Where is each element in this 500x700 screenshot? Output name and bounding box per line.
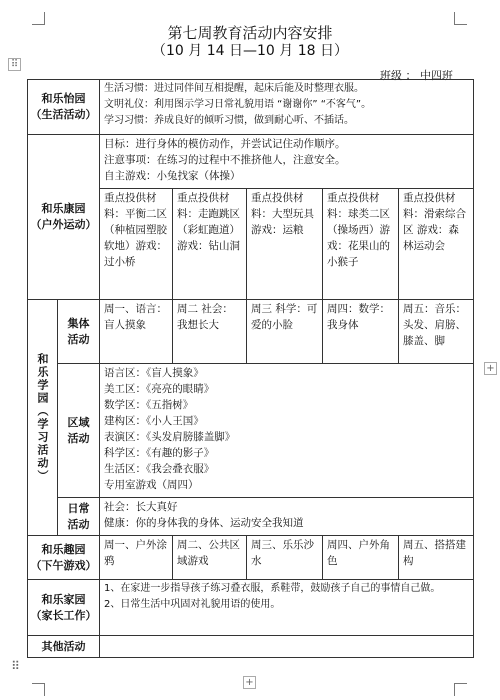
group-wed[interactable]: 周三 科学：可爱的小脸	[247, 300, 323, 364]
fun-thu[interactable]: 周四、户外角色	[323, 536, 399, 580]
area-heading-text: 区域活动	[67, 415, 90, 445]
row-life	[28, 80, 474, 135]
corner-mark-bottom-right	[454, 683, 467, 696]
fun-wed[interactable]: 周三、乐乐沙水	[247, 536, 323, 580]
area-heading	[58, 364, 100, 498]
life-content[interactable]	[100, 80, 474, 135]
sport-material-2[interactable]: 重点投供材料：走跑跳区（彩虹跑道）游戏：钻山洞	[173, 189, 247, 300]
sport-material-5[interactable]: 重点投供材料：滑索综合区 游戏：森林运动会	[399, 189, 474, 300]
row-home	[28, 580, 474, 636]
daily-heading	[58, 498, 100, 536]
row-study-area	[28, 364, 474, 498]
schedule-table	[27, 79, 474, 658]
add-column-icon[interactable]: +	[484, 362, 497, 375]
group-mon[interactable]: 周一、语言：盲人摸象	[100, 300, 173, 364]
fun-heading	[28, 536, 100, 580]
add-row-icon[interactable]: +	[243, 676, 256, 689]
document-title: 第七周教育活动内容安排	[167, 24, 333, 42]
sport-material-1[interactable]: 重点投供材料：平衡二区（种植园塑胶软地）游戏：过小桥	[100, 189, 173, 300]
fun-heading-sub: （下午游戏）	[30, 558, 97, 572]
home-heading-title: 和乐家园	[41, 592, 86, 606]
life-line-2: 文明礼仪：利用图示学习日常礼貌用语 “谢谢你” “不客气”。	[104, 99, 372, 110]
home-heading	[28, 580, 100, 636]
sport-heading	[28, 135, 100, 300]
group-fri[interactable]: 周五：音乐：头发、肩膀、膝盖、脚	[399, 300, 474, 364]
row-fun	[28, 536, 474, 580]
sport-heading-title: 和乐康园	[41, 202, 86, 215]
daily-line-1: 社会：长大真好	[104, 501, 178, 513]
study-heading-text: 和乐学园（学习活动）	[36, 352, 49, 483]
row-study-daily	[28, 498, 474, 536]
area-line-4: 建构区：《小人王国》	[104, 415, 204, 427]
area-line-2: 美工区：《亮亮的眼睛》	[104, 383, 215, 395]
area-line-1: 语言区：《盲人摸象》	[104, 367, 204, 379]
other-content[interactable]	[100, 636, 474, 658]
row-sport-goals	[28, 135, 474, 189]
sport-heading-sub: （户外运动）	[30, 218, 97, 231]
group-heading-text: 集体活动	[67, 316, 90, 346]
life-line-1: 生活习惯：进过同伴间互相提醒，起床后能及时整理衣服。	[104, 83, 364, 94]
table-move-handle-icon[interactable]: ⠿	[8, 58, 21, 71]
daily-content[interactable]	[100, 498, 474, 536]
daily-heading-text: 日常活动	[67, 501, 90, 531]
fun-fri[interactable]: 周五、搭搭建构	[399, 536, 474, 580]
fun-tue[interactable]: 周二、公共区域游戏	[173, 536, 247, 580]
other-heading: 其他活动	[28, 636, 100, 658]
class-label: 班级 ： 中四班	[380, 69, 453, 82]
area-line-6: 科学区：《有趣的影子》	[104, 447, 215, 459]
table-resize-handle-icon[interactable]: ⠿	[11, 659, 20, 673]
sport-material-3[interactable]: 重点投供材料：大型玩具游戏：运粮	[247, 189, 323, 300]
sport-goals[interactable]	[100, 135, 474, 189]
group-heading	[58, 300, 100, 364]
life-line-3: 学习习惯：养成良好的倾听习惯，做到耐心听、不插话。	[104, 115, 354, 126]
sport-material-4[interactable]: 重点投供材料：球类二区（操场西）游戏：花果山的小猴子	[323, 189, 399, 300]
home-line-2: 2、日常生活中巩固对礼貌用语的使用。	[104, 599, 281, 610]
area-line-7: 生活区：《我会叠衣服》	[104, 463, 215, 475]
life-heading	[28, 80, 100, 135]
sport-line-1: 目标：进行身体的模仿动作，并尝试记住动作顺序。	[104, 138, 346, 150]
area-line-8: 专用室游戏（周四）	[104, 479, 199, 491]
area-line-3: 数学区：《五指树》	[104, 399, 194, 411]
document-subtitle: （10 月 14 日—10 月 18 日）	[152, 43, 348, 59]
fun-mon[interactable]: 周一、户外涂鸦	[100, 536, 173, 580]
sport-line-2: 注意事项：在练习的过程中不推挤他人，注意安全。	[104, 154, 346, 166]
row-study-group	[28, 300, 474, 364]
group-thu[interactable]: 周四：数学：我身体	[323, 300, 399, 364]
corner-mark-bottom-left	[32, 683, 45, 696]
sport-line-3: 自主游戏：小兔找家（体操）	[104, 170, 241, 182]
fun-heading-title: 和乐趣园	[41, 542, 86, 556]
home-content[interactable]	[100, 580, 474, 636]
group-tue[interactable]: 周二 社会：我想长大	[173, 300, 247, 364]
life-heading-title: 和乐怡园	[41, 92, 86, 105]
home-line-1: 1、在家进一步指导孩子练习叠衣服，系鞋带，鼓励孩子自己的事情自己做。	[104, 583, 441, 594]
daily-line-2: 健康：你的身体我的身体、运动安全我知道	[104, 517, 304, 529]
life-heading-sub: （生活活动）	[30, 108, 97, 121]
row-other	[28, 636, 474, 658]
home-heading-sub: （家长工作）	[30, 608, 97, 622]
area-content[interactable]	[100, 364, 474, 498]
area-line-5: 表演区：《头发肩膀膝盖脚》	[104, 431, 236, 443]
study-heading	[28, 300, 58, 536]
